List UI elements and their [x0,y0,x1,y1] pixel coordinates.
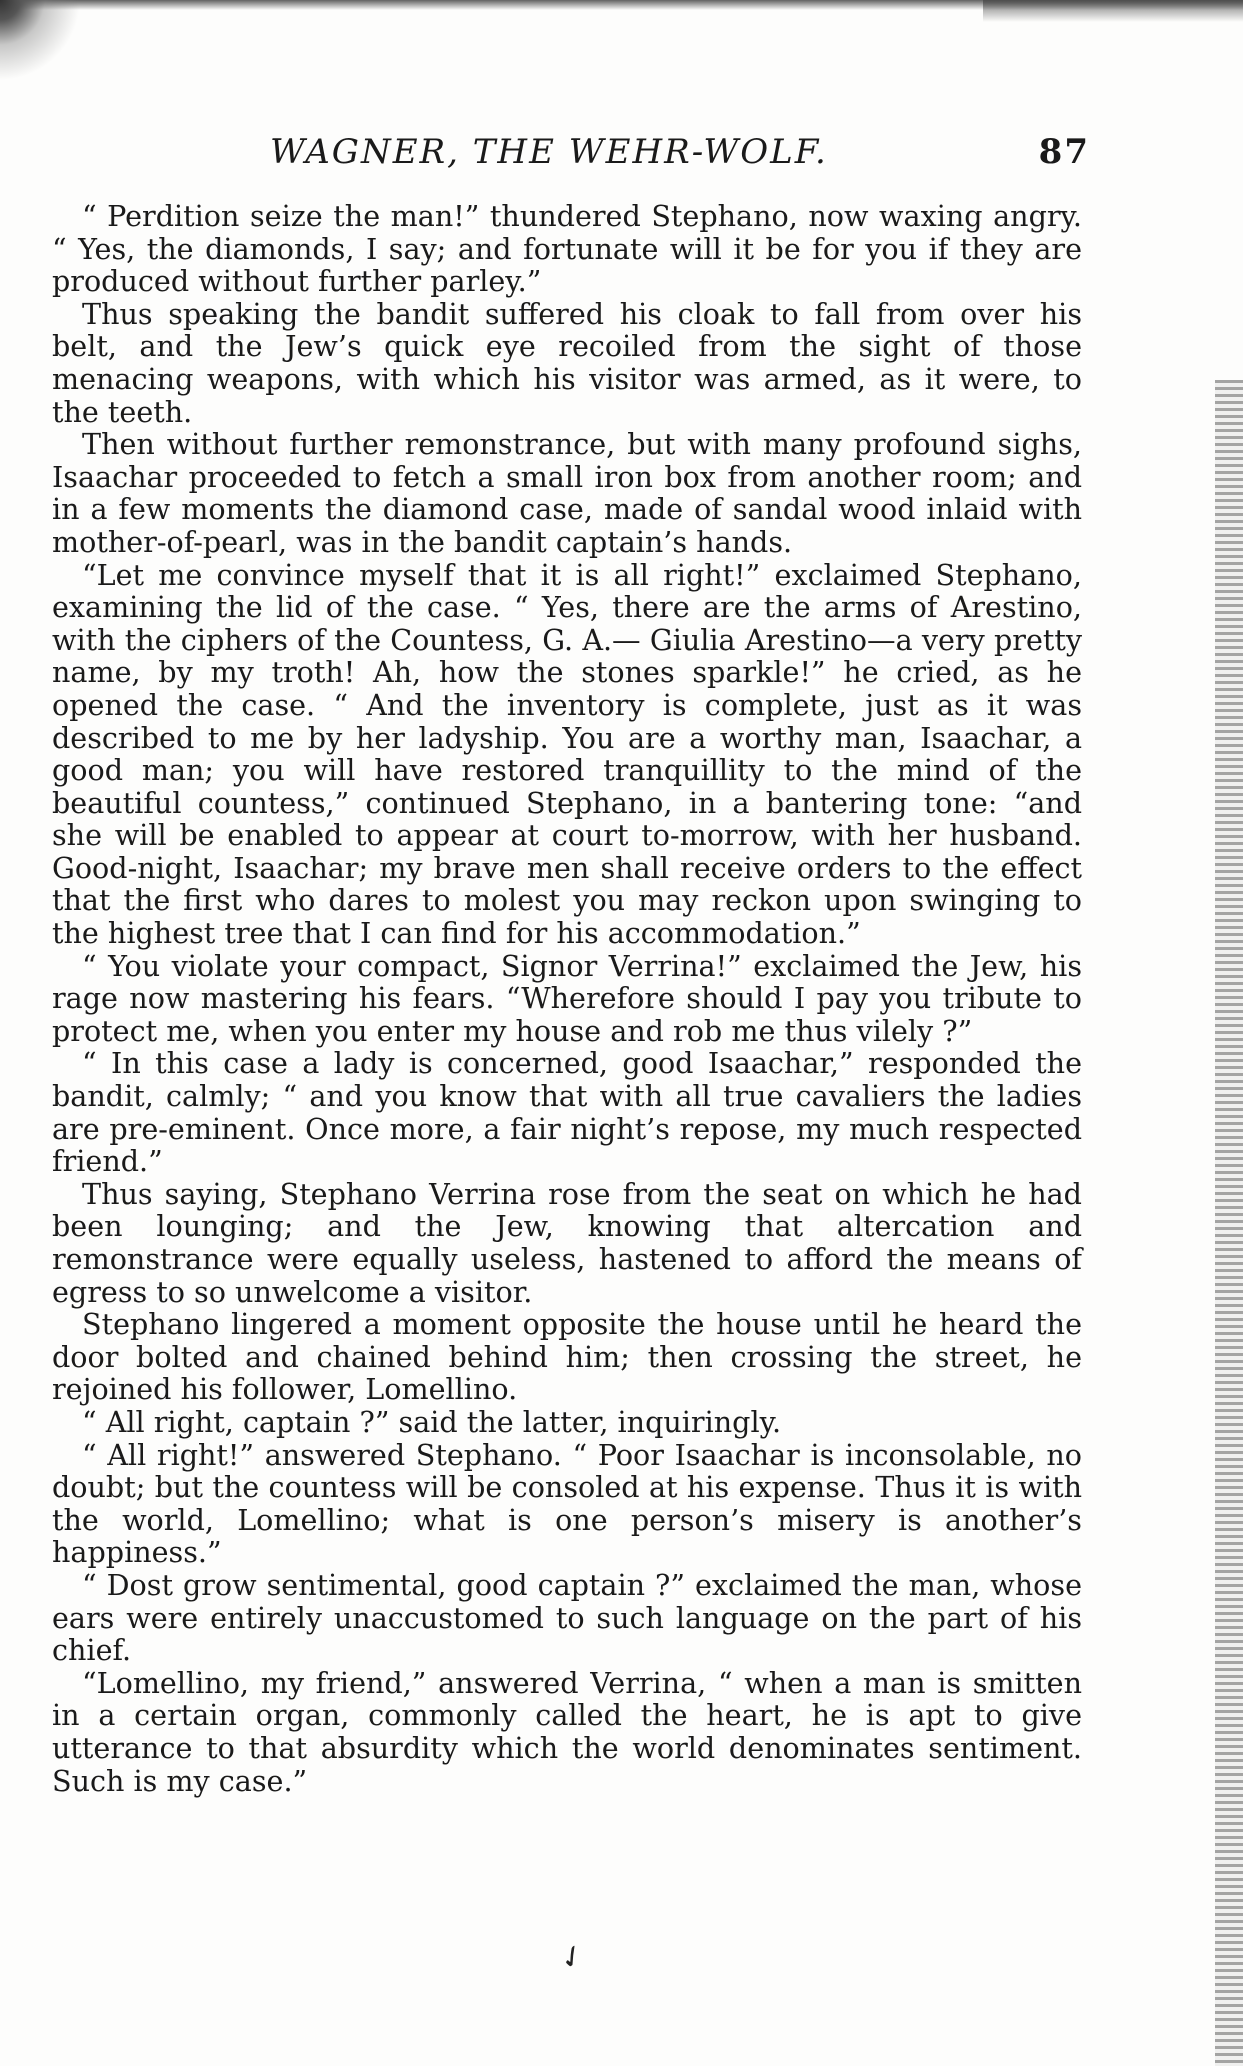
page-number: 87 [1038,132,1090,172]
paragraph: Thus saying, Stephano Verrina rose from the seat on which he had been lounging; and the Jew, knowing that altercation and remonstrance were equally useless, hastened to afford the means of egress to so unwelcome a visitor. [52,1176,1082,1309]
page-header [270,132,1090,182]
paragraph: “ All right, captain ?” said the latter, inquiringly. [82,1404,782,1439]
scan-edge-right [1215,380,1243,2066]
paragraph: Stephano lingered a moment opposite the house until he heard the door bolted and chained behind him; then crossing the street, he rejoined his follower, Lomellino. [52,1307,1082,1407]
paragraph: Then without further remonstrance, but with many profound sighs, Isaachar proceeded to fetch a small iron box from another room; and in a few moments the diamond case, made of sandal wood inlaid with mother-of-pearl, was in the bandit captain’s hands. [52,427,1082,559]
paragraph: “ In this case a lady is concerned, good Isaachar,” responded the bandit, calmly; “ and you know that with all true cavaliers the ladies are pre-eminent. Once more, a fair night’s repose, my much respected friend.” [52,1046,1082,1179]
scan-edge-corner [0,0,90,90]
paragraph: Thus speaking the bandit suffered his cloak to fall from over his belt, and the Jew’s quick eye recoiled from the sight of those menacing weapons, with which his visitor was armed, as it were, to the teeth. [52,296,1082,429]
paragraph: “ You violate your compact, Signor Verrina!” exclaimed the Jew, his rage now mastering his fears. “Wherefore should I pay you tribute to protect me, when you enter my house and rob me thus vilely ?” [52,948,1082,1048]
ink-mark-icon: ✓ [552,1936,593,1979]
paragraph: “ Perdition seize the man!” thundered Stephano, now waxing angry. “ Yes, the diamonds, I say; and fortunate will it be for you if they are produced without further parley.” [52,199,1082,299]
paragraph: “Lomellino, my friend,” answered Verrina, “ when a man is smitten in a certain organ, commonly called the heart, he is apt to give utterance to that absurdity which the world denominates sentiment. Such is my case.” [52,1665,1082,1798]
paragraph: “Let me convince myself that it is all right!” exclaimed Stephano, examining the lid of the case. “ Yes, there are the arms of Arestino, with the ciphers of the Countess, G. A.— Giulia Arestino—a very pretty name, by my troth! Ah, how the stones sparkle!” he cried, as he opened the case. “ And the inventory is complete, just as it was described to me by her ladyship. You are a worthy man, Isaachar, a good man; you will have restored tranquillity to the mind of the beautiful countess,” continued Stephano, in a bantering tone: “and she will be enabled to appear at court to-morrow, with her husband. Good-night, Isaachar; my brave men shall receive orders to the effect that the first who dares to molest you may reckon upon swinging to the highest tree that I can find for his accommodation.” [52,557,1082,951]
scan-edge-top-right [983,0,1243,22]
running-title: WAGNER, THE WEHR-WOLF. [270,132,828,172]
paragraph: “ All right!” answered Stephano. “ Poor Isaachar is inconsolable, no doubt; but the countess will be consoled at his expense. Thus it is with the world, Lomellino; what is one person’s misery is another’s happiness.” [52,1437,1082,1570]
paragraph: “ Dost grow sentimental, good captain ?” exclaimed the man, whose ears were entirely unaccustomed to such language on the part of his chief. [52,1567,1082,1668]
body-text [52,200,1082,1797]
